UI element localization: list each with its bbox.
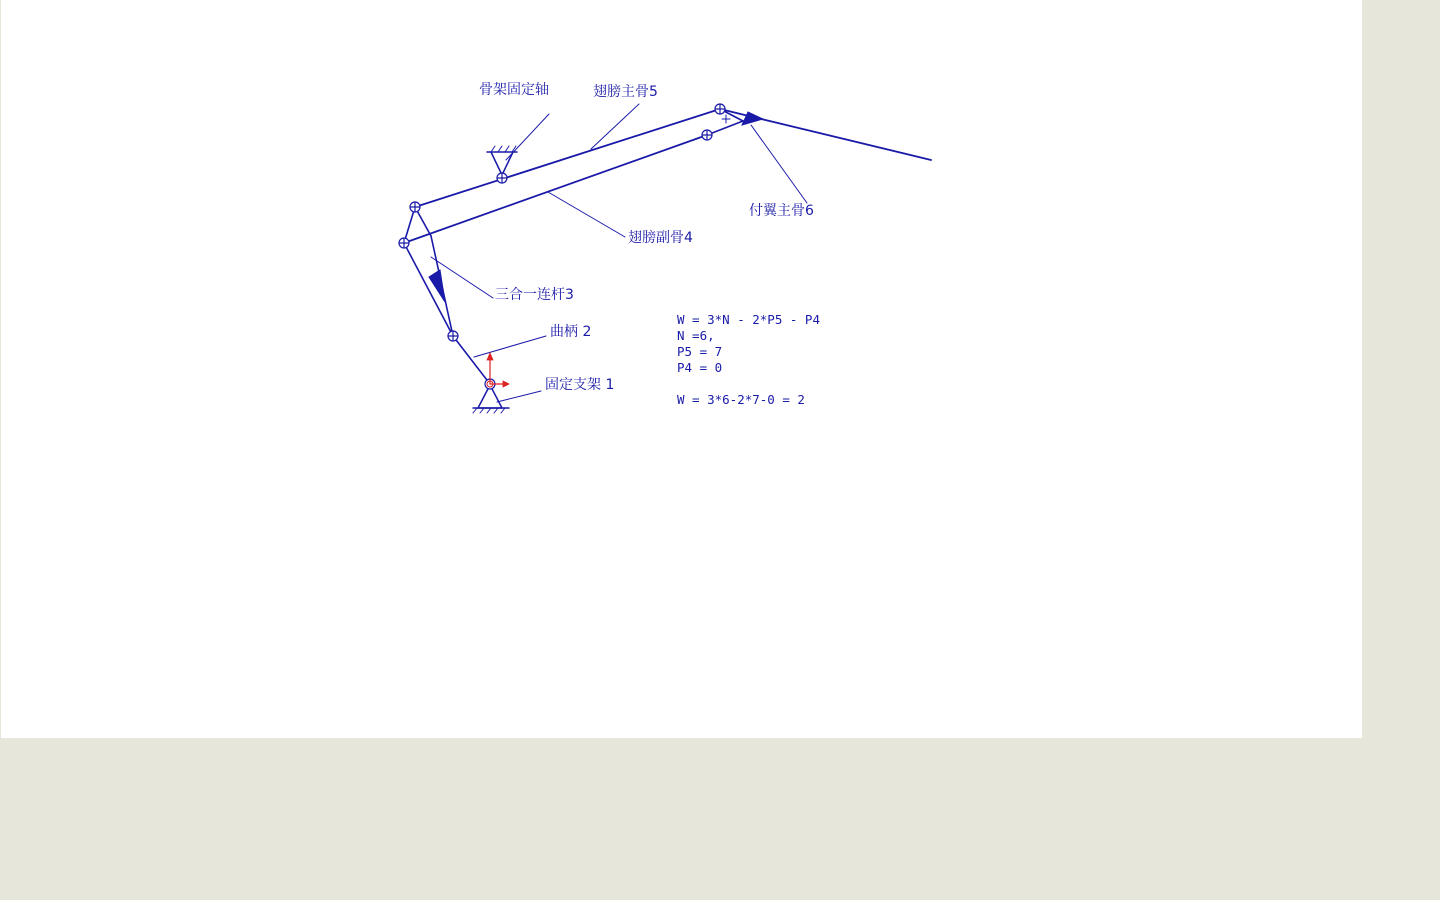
frame-axis-symbol (487, 146, 517, 175)
wing-main-bone-link (415, 109, 720, 207)
label-aux-wing-main-bone: 付翼主骨6 (749, 203, 814, 219)
three-in-one-link (404, 207, 453, 336)
label-three-in-one-link: 三合一连杆3 (495, 287, 574, 303)
joints (399, 104, 725, 341)
joint-frame-axis (497, 173, 507, 183)
formula-line: P4 = 0 (677, 360, 723, 375)
label-wing-secondary-bone: 翅膀副骨4 (628, 230, 693, 246)
joint-upper-left (410, 202, 420, 212)
aux-wing-main-bone-link (707, 109, 931, 160)
joint-wing-tip-upper (715, 104, 725, 114)
formula-line: W = 3*N - 2*P5 - P4 (677, 312, 820, 327)
joint-crank-link (448, 331, 458, 341)
drawing-canvas (1, 0, 1362, 738)
label-frame-axis: 骨架固定轴 (479, 82, 549, 98)
formula-line (677, 376, 820, 392)
driver-joint (485, 353, 509, 389)
label-crank: 曲柄 2 (550, 324, 592, 340)
dof-formula (677, 312, 820, 408)
label-fixed-support: 固定支架 1 (545, 377, 615, 393)
joint-lower-left (399, 238, 409, 248)
wing-secondary-bone-link (404, 135, 707, 243)
label-main-wing-bone: 翅膀主骨5 (593, 84, 658, 100)
joint-wing-tip-lower (702, 130, 712, 140)
formula-line: P5 = 7 (677, 344, 723, 359)
crank-link (453, 336, 490, 384)
formula-line: W = 3*6-2*7-0 = 2 (677, 392, 805, 407)
formula-line: N =6, (677, 328, 715, 343)
